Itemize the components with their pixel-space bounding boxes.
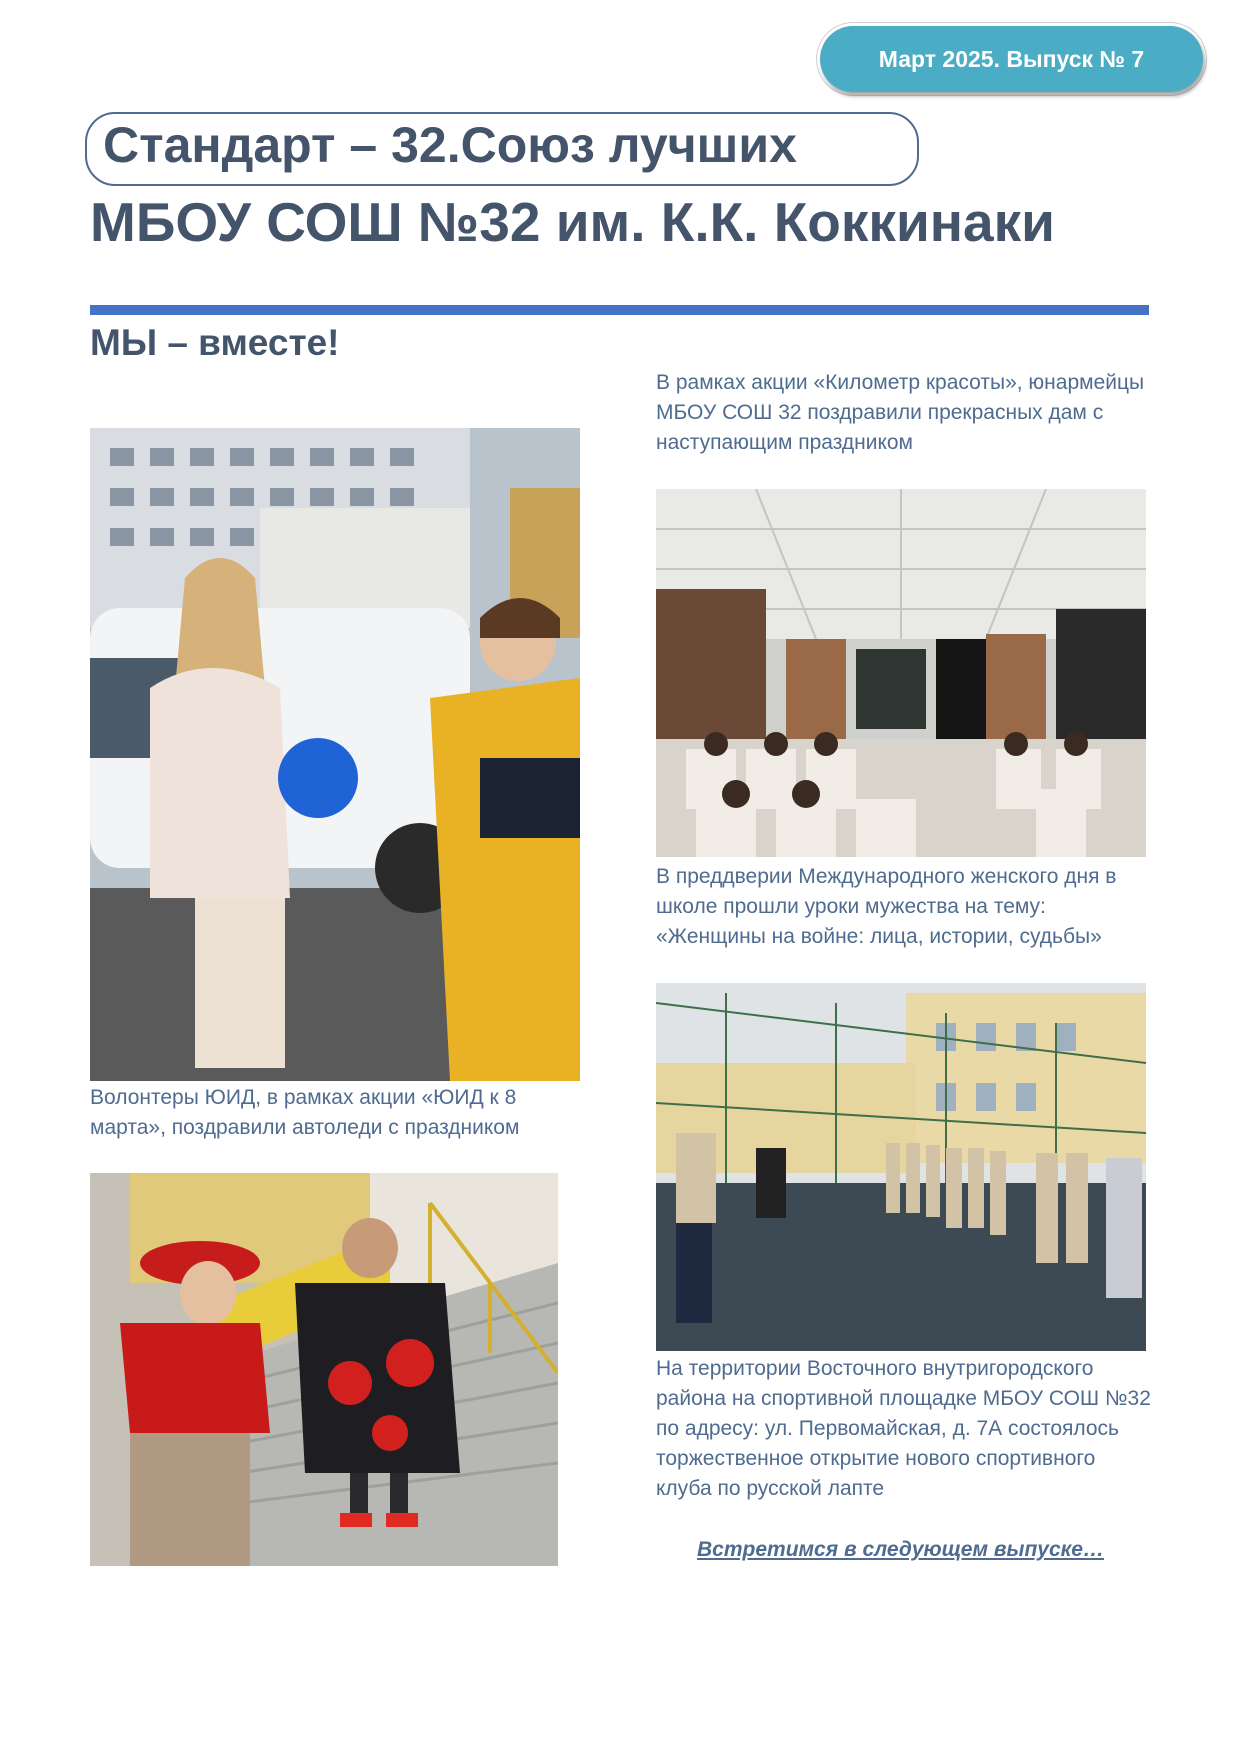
photo-sports-ground (656, 983, 1146, 1351)
header-divider (90, 305, 1149, 315)
km-beauty-caption: В рамках акции «Километр красоты», юнармейцы МБОУ СОШ 32 поздравили прекрасных дам с наступающим праздником (656, 371, 1145, 454)
lapta-club-caption: На территории Восточного внутригородского района на спортивной площадке МБОУ СОШ №32 по адресу: ул. Первомайская, д. 7А состоялось торжественное открытие нового спортивного клуба по русской лапте (656, 1357, 1151, 1500)
issue-badge: Март 2025. Выпуск № 7 (820, 26, 1203, 92)
yuid-volunteers-caption: Волонтеры ЮИД, в рамках акции «ЮИД к 8 марта», поздравили автоледи с праздником (90, 1086, 520, 1139)
section-title: МЫ – вместе! (90, 322, 340, 363)
photo-lecture-hall (656, 489, 1146, 857)
newsletter-title: Стандарт – 32.Союз лучших (103, 117, 797, 173)
school-name: МБОУ СОШ №32 им. К.К. Коккинаки (90, 191, 1055, 253)
next-issue-link[interactable]: Встретимся в следующем выпуске… (697, 1538, 1104, 1561)
photo-cadet-on-stairs (90, 1173, 558, 1566)
courage-lessons-caption: В преддверии Международного женского дня в школе прошли уроки мужества на тему: «Женщины на войне: лица, истории, судьбы» (656, 865, 1117, 948)
photo-volunteer-balloon (90, 428, 580, 1081)
